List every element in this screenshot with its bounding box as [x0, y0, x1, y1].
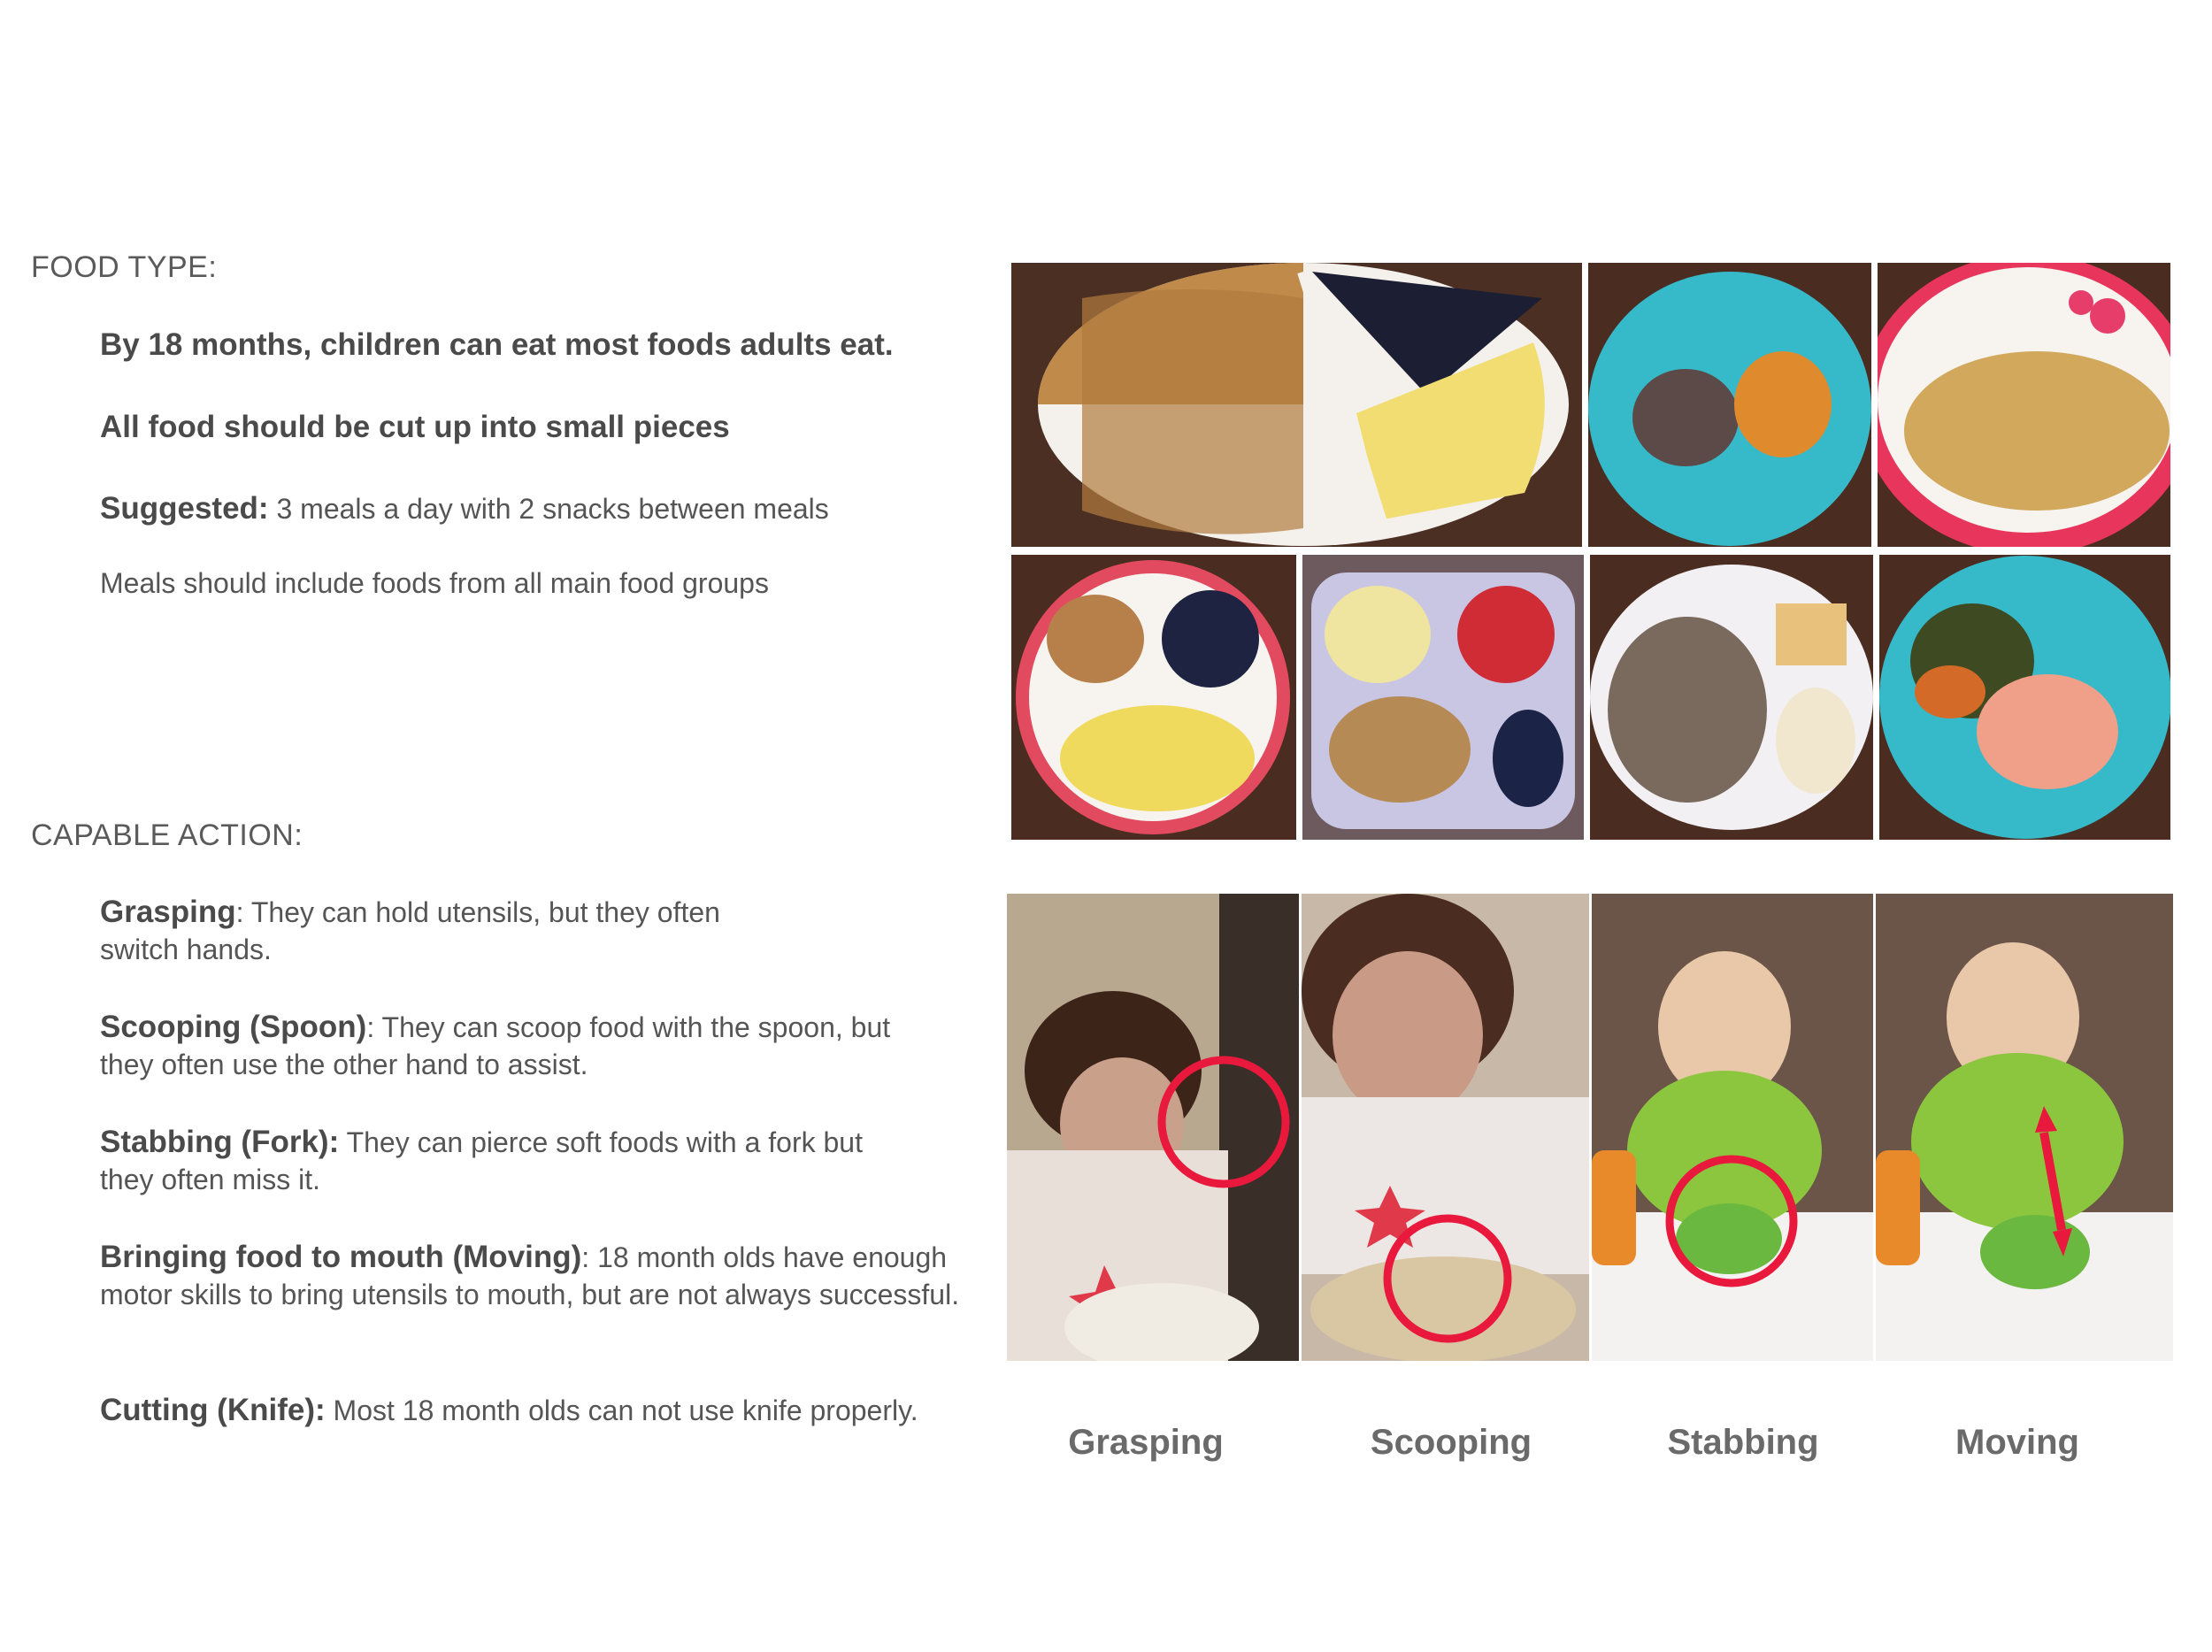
eating-actions-strip — [1007, 894, 2173, 1361]
food-type-heading: FOOD TYPE: — [31, 250, 218, 284]
plate-photo-pasta — [1878, 263, 2170, 547]
suggested-text: 3 meals a day with 2 snacks between meals — [268, 493, 829, 525]
plate-photo-rice — [1590, 555, 1873, 840]
plate-photo-salmon — [1879, 555, 2170, 840]
food-plates-grid — [1011, 263, 2170, 840]
caption-stabbing: Stabbing — [1667, 1423, 1819, 1462]
photo-stabbing — [1592, 894, 1873, 1361]
capable-action-heading: CAPABLE ACTION: — [31, 818, 303, 852]
plate-photo-meat-squash — [1588, 263, 1871, 547]
food-type-line-2: All food should be cut up into small pieces — [100, 410, 730, 444]
photo-scooping — [1302, 894, 1589, 1361]
suggested-label: Suggested: — [100, 491, 269, 526]
action-scooping — [100, 1009, 896, 1083]
action-label: Scooping (Spoon) — [100, 1010, 367, 1044]
action-label: Stabbing (Fork): — [100, 1125, 340, 1159]
action-text: : They can scoop food with the spoon, but they often use the other hand to assist. — [100, 1011, 891, 1080]
food-type-suggested — [100, 491, 829, 526]
action-text: : They can hold utensils, but they often switch hands. — [100, 896, 720, 965]
action-stabbing — [100, 1124, 923, 1198]
caption-scooping: Scooping — [1370, 1423, 1532, 1462]
action-text: They can pierce soft foods with a fork but they often miss it. — [100, 1126, 863, 1195]
action-grasping — [100, 894, 772, 968]
caption-moving: Moving — [1955, 1423, 2079, 1462]
photo-grasping — [1007, 894, 1299, 1361]
plate-photo-tray — [1302, 555, 1584, 840]
action-label: Bringing food to mouth (Moving) — [100, 1240, 582, 1274]
food-type-line-4: Meals should include foods from all main food groups — [100, 567, 769, 599]
caption-grasping: Grasping — [1068, 1423, 1224, 1462]
action-text: Most 18 month olds can not use knife properly. — [325, 1395, 918, 1426]
action-label: Grasping — [100, 895, 236, 929]
action-text: : 18 month olds have enough motor skills to bring utensils to mouth, but are not always successful. — [100, 1241, 960, 1310]
food-type-line-1: By 18 months, children can eat most foods adults eat. — [100, 327, 894, 362]
photo-moving — [1876, 894, 2173, 1361]
action-cutting — [100, 1392, 1002, 1429]
plate-photo-eggs-toast — [1011, 555, 1296, 840]
action-label: Cutting (Knife): — [100, 1393, 326, 1427]
plate-photo-waffles — [1011, 263, 1582, 547]
action-moving — [100, 1239, 967, 1313]
